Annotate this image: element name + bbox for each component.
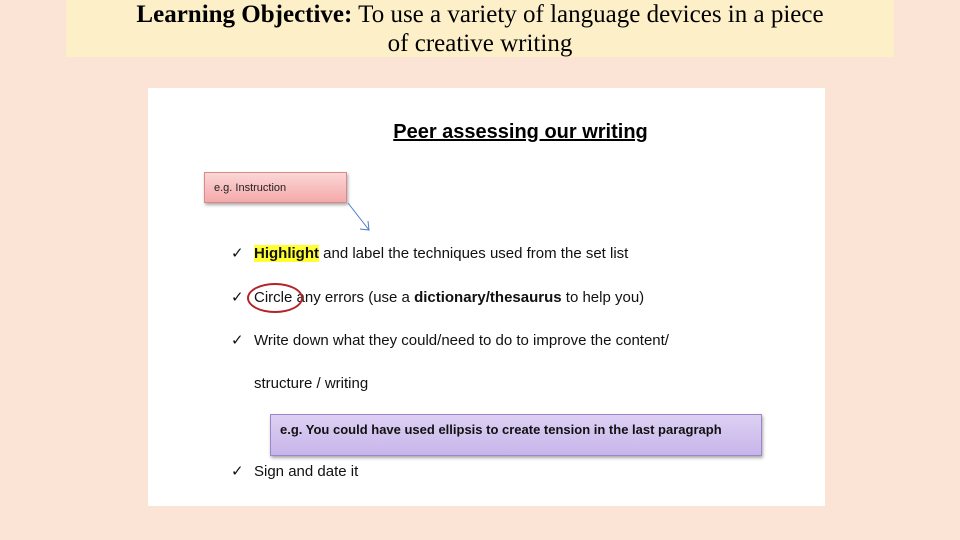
check-mark-icon: ✓ (231, 245, 244, 262)
objective-line-1 (66, 0, 894, 29)
item-text: and label the techniques used from the set list (318, 245, 629, 262)
item-bold-text: dictionary/thesaurus (414, 289, 562, 306)
checklist-item-circle (231, 288, 644, 306)
checklist-item-sign (231, 462, 358, 480)
objective-text-1: To use a variety of language devices in a piece (358, 1, 824, 28)
check-mark-icon: ✓ (231, 332, 244, 349)
objective-text-2: of creative writing (387, 30, 573, 57)
objective-label: Learning Objective: (136, 1, 353, 28)
item-text: Write down what they could/need to do to improve the content/ (254, 332, 669, 349)
circle-word-text: Circle (254, 289, 293, 306)
item-text: to help you) (561, 289, 645, 306)
red-circle-annotation (247, 283, 303, 313)
highlight-word: Highlight (254, 245, 319, 262)
learning-objective-banner (66, 0, 894, 57)
item-text: Sign and date it (254, 463, 359, 480)
circled-word (254, 289, 292, 306)
checklist-item-write (231, 331, 669, 349)
check-mark-icon: ✓ (231, 463, 244, 480)
item-text: any errors (use a (292, 289, 415, 306)
peer-assessment-sheet (148, 88, 825, 506)
check-mark-icon: ✓ (231, 289, 244, 306)
checklist-item-highlight (231, 244, 628, 262)
checklist-item-write-continued: structure / writing (254, 375, 369, 392)
example-feedback-box: e.g. You could have used ellipsis to create tension in the last paragraph (270, 414, 762, 456)
instruction-callout: e.g. Instruction (204, 172, 347, 203)
sheet-title: Peer assessing our writing (393, 121, 648, 143)
